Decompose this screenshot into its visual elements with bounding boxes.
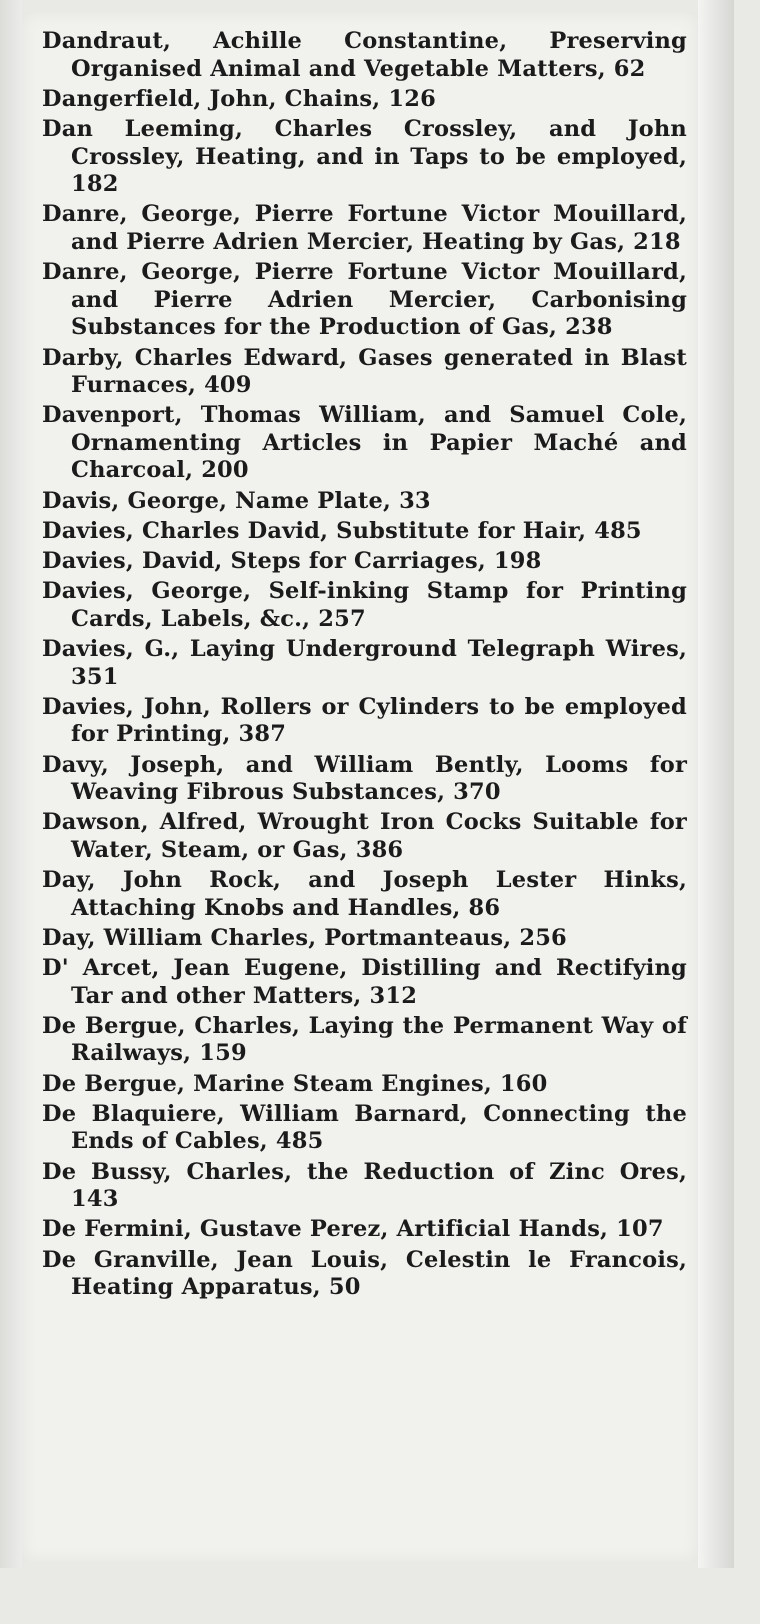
index-entry: Davies, G., Laying Underground Telegraph Wires, 351 — [42, 636, 687, 690]
index-entry: Davenport, Thomas William, and Samuel Cole, Ornamenting Articles in Papier Maché and Charcoal, 200 — [42, 402, 687, 484]
index-entry: De Blaquiere, William Barnard, Connecting the Ends of Cables, 485 — [42, 1100, 687, 1155]
patent-index-list — [42, 28, 687, 1304]
index-entry: Dawson, Alfred, Wrought Iron Cocks Suitable for Water, Steam, or Gas, 386 — [42, 809, 687, 863]
index-entry: De Bergue, Charles, Laying the Permanent Way of Railways, 159 — [42, 1012, 687, 1067]
index-entry: Dan Leeming, Charles Crossley, and John Crossley, Heating, and in Taps to be employed, 182 — [42, 115, 687, 198]
index-entry: De Bussy, Charles, the Reduction of Zinc Ores, 143 — [42, 1158, 687, 1213]
index-entry: Day, John Rock, and Joseph Lester Hinks, Attaching Knobs and Handles, 86 — [42, 867, 687, 921]
index-entry: Day, William Charles, Portmanteaus, 256 — [42, 924, 567, 951]
index-entry: De Fermini, Gustave Perez, Artificial Hands, 107 — [42, 1216, 664, 1243]
index-entry: De Bergue, Marine Steam Engines, 160 — [42, 1070, 548, 1097]
index-entry: Davies, David, Steps for Carriages, 198 — [42, 548, 542, 575]
index-entry: Darby, Charles Edward, Gases generated in Blast Furnaces, 409 — [42, 344, 687, 399]
scan-right-margin — [698, 0, 734, 1568]
index-entry: Davies, John, Rollers or Cylinders to be employed for Printing, 387 — [42, 693, 687, 748]
index-entry: Dandraut, Achille Constantine, Preserving Organised Animal and Vegetable Matters, 62 — [42, 28, 687, 82]
index-entry: D' Arcet, Jean Eugene, Distilling and Rectifying Tar and other Matters, 312 — [42, 955, 687, 1009]
index-entry: Danre, George, Pierre Fortune Victor Mouillard, and Pierre Adrien Mercier, Carbonising Substances for the Production of Gas, 238 — [42, 259, 687, 341]
index-entry: Davies, George, Self-inking Stamp for Printing Cards, Labels, &c., 257 — [42, 578, 687, 632]
index-entry: Dangerfield, John, Chains, 126 — [42, 85, 436, 112]
index-entry: Davy, Joseph, and William Bently, Looms for Weaving Fibrous Substances, 370 — [42, 751, 687, 806]
index-entry: Danre, George, Pierre Fortune Victor Mouillard, and Pierre Adrien Mercier, Heating by Gas, 218 — [42, 201, 687, 255]
index-entry: Davis, George, Name Plate, 33 — [42, 487, 431, 514]
index-entry: Davies, Charles David, Substitute for Hair, 485 — [42, 517, 642, 544]
scan-left-margin — [0, 0, 22, 1568]
index-entry: De Granville, Jean Louis, Celestin le Francois, Heating Apparatus, 50 — [42, 1246, 687, 1301]
